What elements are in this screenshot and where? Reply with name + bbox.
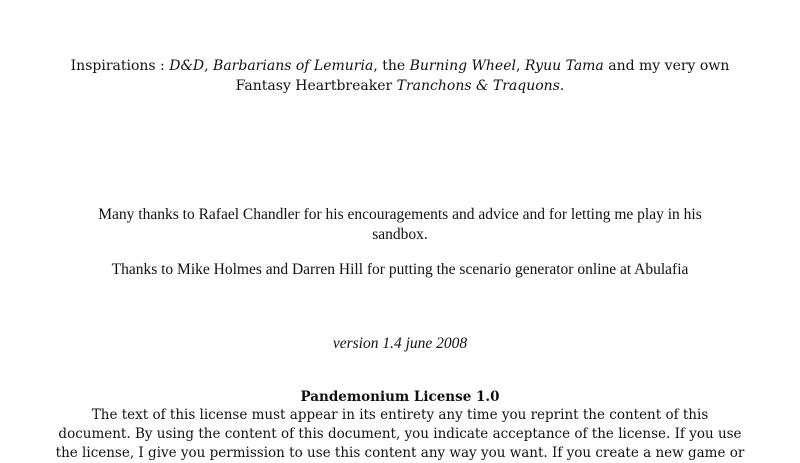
inspiration-dnd: D&D [169,58,205,74]
version-line: version 1.4 june 2008 [332,335,468,352]
separator: , [515,58,525,74]
inspiration-barbarians: Barbarians of Lemuria [213,58,374,74]
thanks-rafael-paragraph: Many thanks to Rafael Chandler for his encouragements and advice and for letting me play in his sandbox. [98,206,702,243]
license-line: document. By using the content of this document, you indicate acceptance of the license. If you use [58,426,742,442]
license-body [0,406,800,463]
license-line: The text of this license must appear in its entirety any time you reprint the content of this [91,407,709,423]
period: . [559,78,565,94]
license-title: Pandemonium License 1.0 [300,389,500,405]
thanks-abulafia-paragraph: Thanks to Mike Holmes and Darren Hill for putting the scenario generator online at Abulafia [111,261,689,278]
inspirations-paragraph [0,56,800,96]
inspiration-burning-wheel: Burning Wheel [409,58,516,74]
license-line: the license, I give you permission to use this content any way you want. If you create a new game or [55,445,745,461]
separator: , the [373,58,410,74]
inspirations-prefix: Inspirations : [70,58,170,74]
separator: and my very own Fantasy Heartbreaker [235,58,730,94]
separator: , [204,58,214,74]
inspiration-tranchons: Tranchons & Traquons [396,78,560,94]
inspiration-ryuu-tama: Ryuu Tama [524,58,604,74]
